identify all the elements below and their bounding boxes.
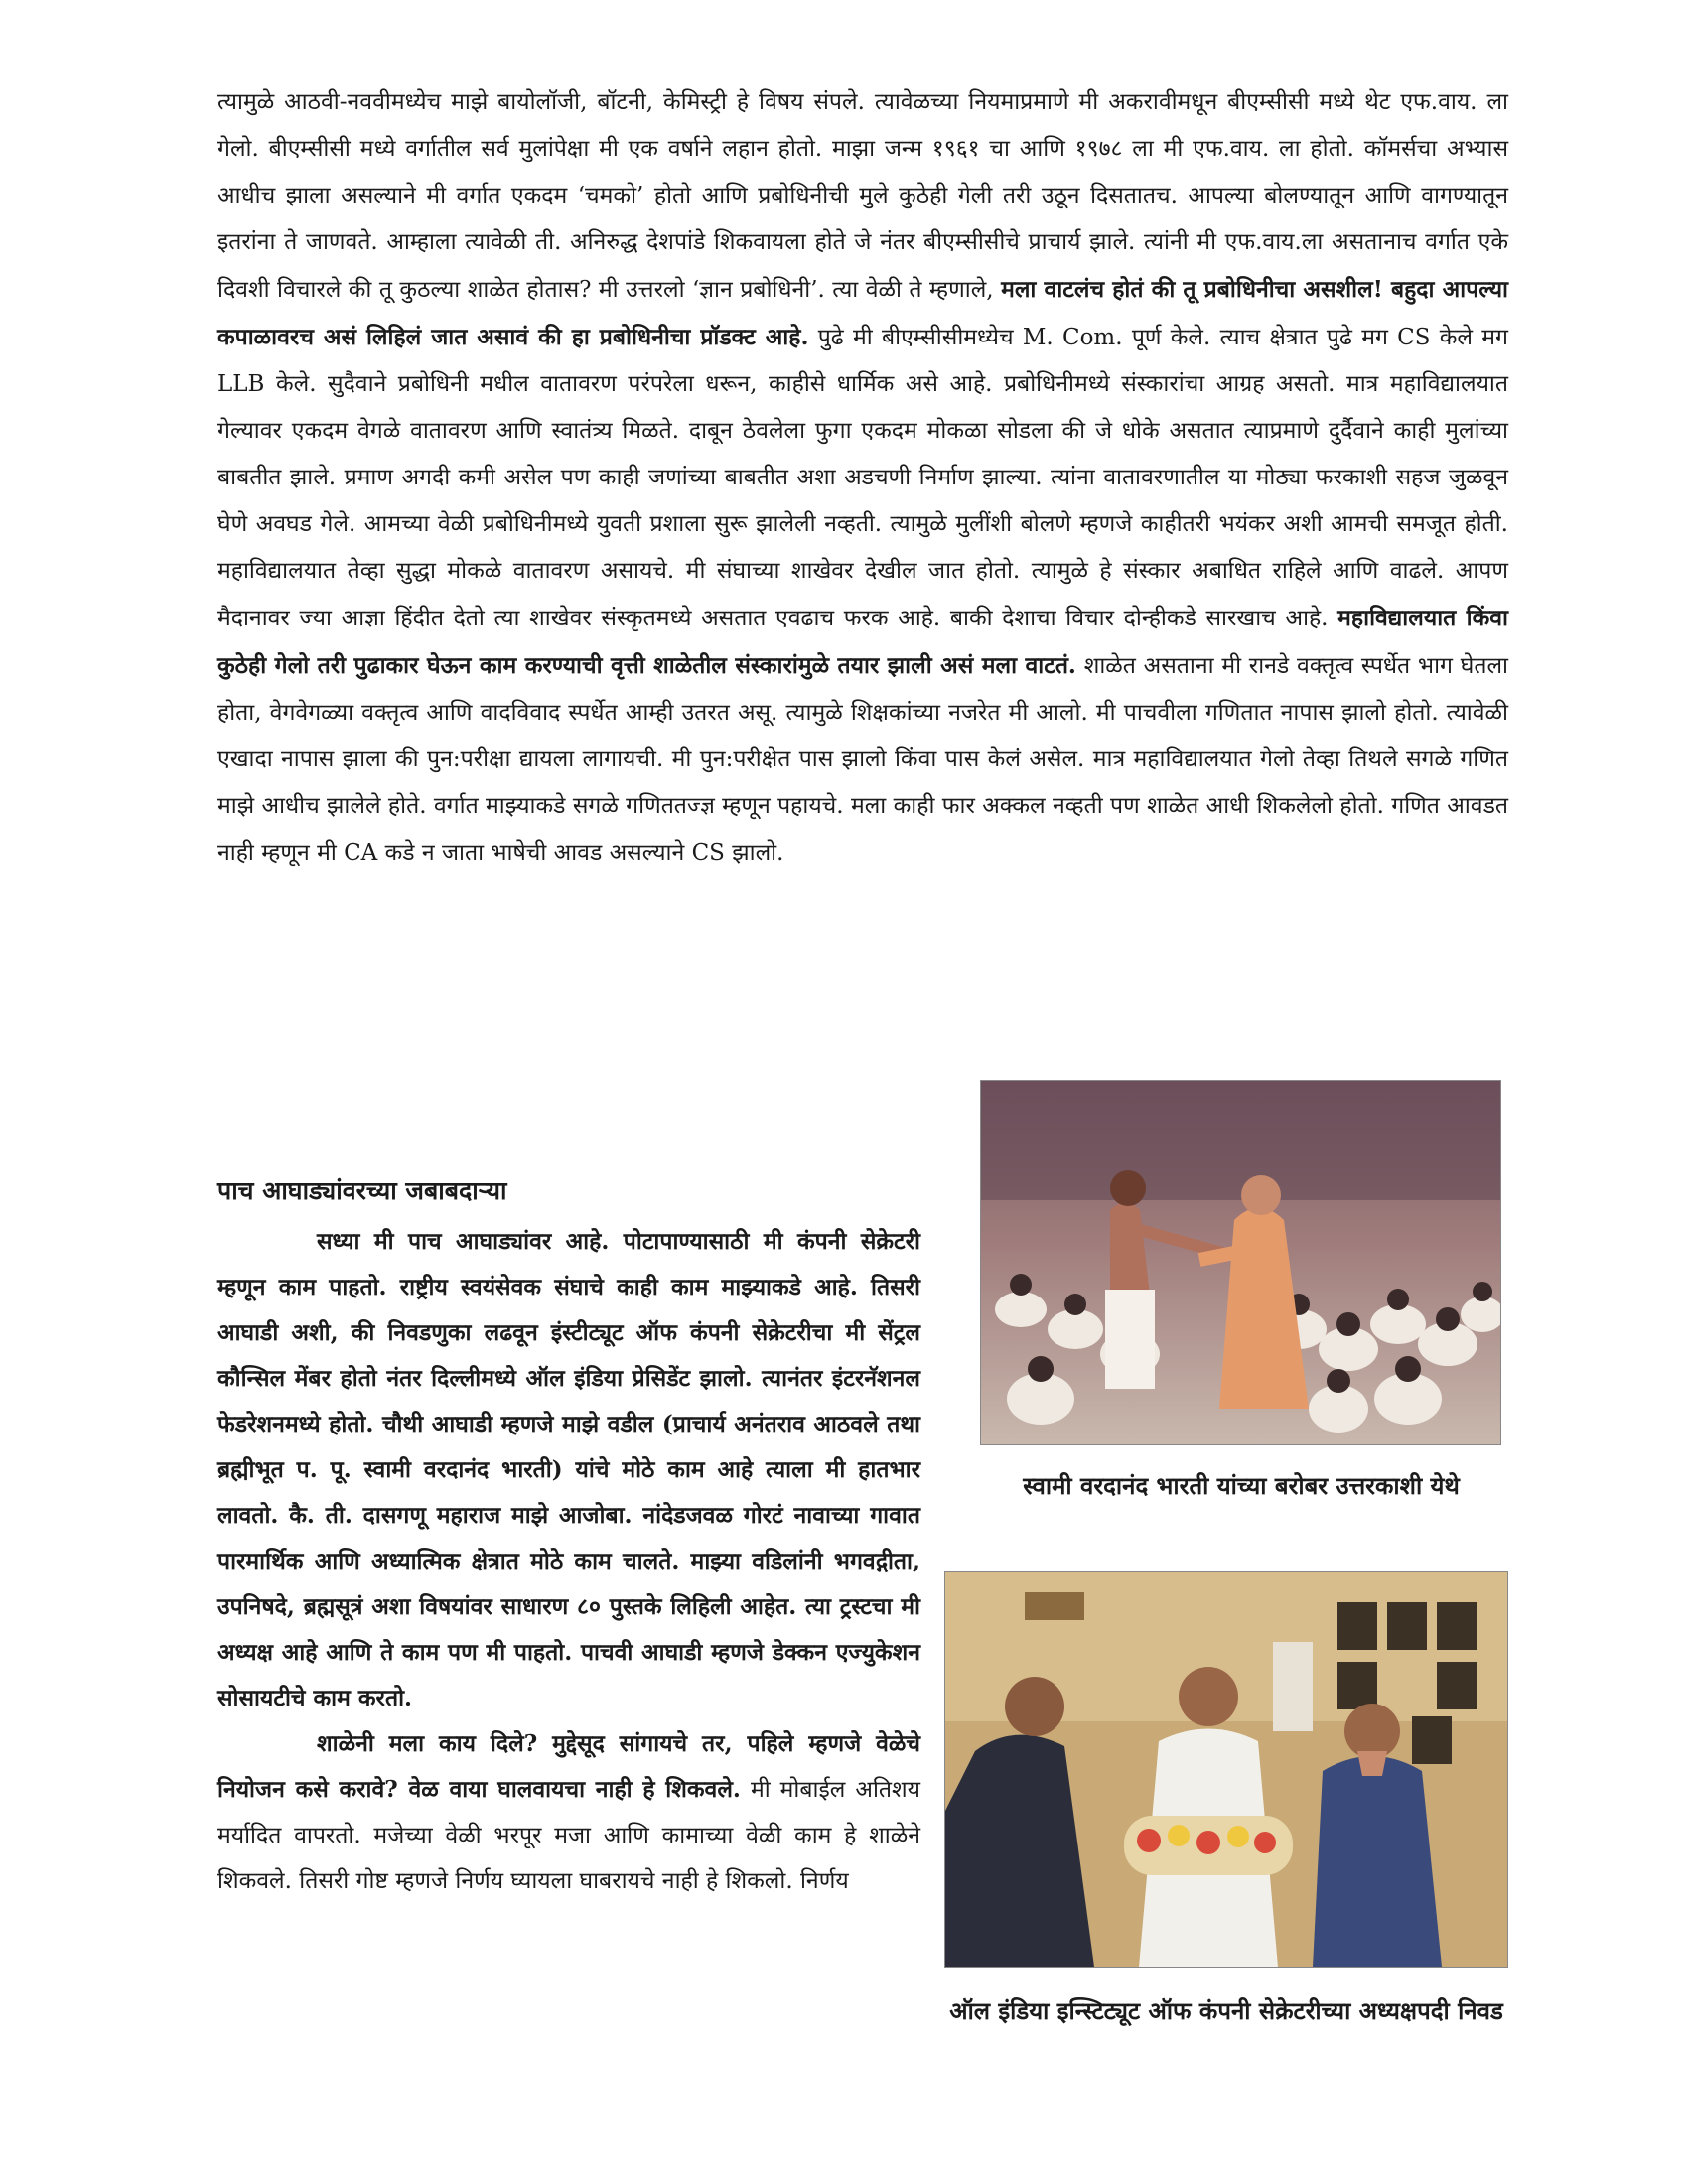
section-body bbox=[217, 1219, 920, 1904]
photo-uttarkashi bbox=[980, 1080, 1501, 1445]
intro-text-3: शाळेत असताना मी रानडे वक्तृत्व स्पर्धेत भाग घेतला होता, वेगवेगळ्या वक्तृत्व आणि वादविवाद स्पर्धेत आम्ही उतरत असू. त्यामुळे शिक्षकांच्या नजरेत मी आलो. मी पाचवीला गणितात नापास झालो होतो. त्यावेळी एखादा नापास झाला की पुन:परीक्षा द्यायला लागायची. मी पुन:परीक्षेत पास झालो किंवा पास केलं असेल. मात्र महाविद्यालयात गेलो तेव्हा तिथले सगळे गणित माझे आधीच झालेले होते. वर्गात माझ्याकडे सगळे गणिततज्ज्ञ म्हणून पहायचे. मला काही फार अक्कल नव्हती पण शाळेत आधी शिकलेलो होतो. गणित आवडत नाही म्हणून मी CA कडे न जाता भाषेची आवड असल्याने CS झालो. bbox=[217, 653, 1508, 866]
photo-uttarkashi-caption: स्वामी वरदानंद भारती यांच्या बरोबर उत्तरकाशी येथे bbox=[1023, 1471, 1460, 1500]
section-question: शाळेनी मला काय दिले? bbox=[317, 1730, 553, 1757]
section-answer-rest: मी मोबाईल अतिशय मर्यादित वापरतो. मजेच्या वेळी भरपूर मजा आणि कामाच्या वेळी काम हे शाळेने शिकवले. तिसरी गोष्ट म्हणजे निर्णय घ्यायला घाबरायचे नाही हे शिकलो. निर्णय bbox=[217, 1777, 920, 1894]
intro-paragraph bbox=[217, 79, 1508, 877]
section-paragraph-2 bbox=[217, 1721, 920, 1904]
photo-uttarkashi-image bbox=[981, 1081, 1500, 1444]
intro-text-2: पुढे मी बीएम्सीसीमध्येच M. Com. पूर्ण केले. त्याच क्षेत्रात पुढे मग CS केले मग LLB केले. सुदैवाने प्रबोधिनी मधील वातावरण परंपरेला धरून, काहीसे धार्मिक असे आहे. प्रबोधिनीमध्ये संस्कारांचा आग्रह असतो. मात्र महाविद्यालयात गेल्यावर एकदम वेगळे वातावरण आणि स्वातंत्र्य मिळते. दाबून ठेवलेला फुगा एकदम मोकळा सोडला की जे धोके असतात त्याप्रमाणे दुर्दैवाने काही मुलांच्या बाबतीत झाले. प्रमाण अगदी कमी असेल पण काही जणांच्या बाबतीत अशा अडचणी निर्माण झाल्या. त्यांना वातावरणातील या मोठ्या फरकाशी सहज जुळवून घेणे अवघड गेले. आमच्या वेळी प्रबोधिनीमध्ये युवती प्रशाला सुरू झालेली नव्हती. त्यामुळे मुलींशी बोलणे म्हणजे काहीतरी भयंकर अशी आमची समजूत होती. महाविद्यालयात तेव्हा सुद्धा मोकळे वातावरण असायचे. मी संघाच्या शाखेवर देखील जात होतो. त्यामुळे हे संस्कार अबाधित राहिले आणि वाढले. आपण मैदानावर ज्या आज्ञा हिंदीत देतो त्या शाखेवर संस्कृतमध्ये असतात एवढाच फरक आहे. बाकी देशाचा विचार दोन्हीकडे सारखाच आहे. bbox=[217, 325, 1508, 631]
section-heading: पाच आघाड्यांवरच्या जबाबदाऱ्या bbox=[217, 1176, 507, 1205]
intro-text-1: त्यामुळे आठवी-नववीमध्येच माझे बायोलॉजी, बॉटनी, केमिस्ट्री हे विषय संपले. त्यावेळच्या नियमाप्रमाणे मी अकरावीमधून बीएम्सीसी मध्ये थेट एफ.वाय. ला गेलो. बीएम्सीसी मध्ये वर्गातील सर्व मुलांपेक्षा मी एक वर्षाने लहान होतो. माझा जन्म १९६१ चा आणि १९७८ ला मी एफ.वाय. ला होतो. कॉमर्सचा अभ्यास आधीच झाला असल्याने मी वर्गात एकदम ‘चमको’ होतो आणि प्रबोधिनीची मुले कुठेही गेली तरी उठून दिसतातच. आपल्या बोलण्यातून आणि वागण्यातून इतरांना ते जाणवते. आम्हाला त्यावेळी ती. अनिरुद्ध देशपांडे शिकवायला होते जे नंतर बीएम्सीसीचे प्राचार्य झाले. त्यांनी मी एफ.वाय.ला असतानाच वर्गात एके दिवशी विचारले की तू कुठल्या शाळेत होतास? मी उत्तरलो ‘ज्ञान प्रबोधिनी’. त्या वेळी ते म्हणाले, bbox=[217, 89, 1508, 303]
section-paragraph-1: सध्या मी पाच आघाड्यांवर आहे. पोटापाण्यासाठी मी कंपनी सेक्रेटरी म्हणून काम पाहतो. राष्ट्रीय स्वयंसेवक संघाचे काही काम माझ्याकडे आहे. तिसरी आघाडी अशी, की निवडणुका लढवून इंस्टीट्यूट ऑफ कंपनी सेक्रेटरीचा मी सेंट्रल कौन्सिल मेंबर होतो नंतर दिल्लीमध्ये ऑल इंडिया प्रेसिडेंट झालो. त्यानंतर इंटरनॅशनल फेडरेशनमध्ये होतो. चौथी आघाडी म्हणजे माझे वडील (प्राचार्य अनंतराव आठवले तथा ब्रह्मीभूत प. पू. स्वामी वरदानंद भारती) यांचे मोठे काम आहे त्याला मी हातभार लावतो. कै. ती. दासगणू महाराज माझे आजोबा. नांदेडजवळ गोरटं नावाच्या गावात पारमार्थिक आणि अध्यात्मिक क्षेत्रात मोठे काम चालते. माझ्या वडिलांनी भगवद्गीता, उपनिषदे, ब्रह्मसूत्रं अशा विषयांवर साधारण ८० पुस्तके लिहिली आहेत. त्या ट्रस्टचा मी अध्यक्ष आहे आणि ते काम पण मी पाहतो. पाचवी आघाडी म्हणजे डेक्कन एज्युकेशन सोसायटीचे काम करतो. bbox=[217, 1228, 920, 1711]
intro-bold-statement: महाविद्यालयात किंवा कुठेही गेलो तरी पुढाकार घेऊन काम करण्याची वृत्ती शाळेतील संस्कारांमुळे तयार झाली असं मला वाटतं. bbox=[217, 605, 1508, 679]
section-answer-bold: मुद्देसूद सांगायचे तर, पहिले म्हणजे वेळेचे नियोजन कसे करावे? वेळ वाया घालवायचा नाही हे शिकवले. bbox=[217, 1730, 920, 1803]
photo-president-election bbox=[944, 1571, 1508, 1968]
photo-president-election-caption: ऑल इंडिया इन्स्टिट्यूट ऑफ कंपनी सेक्रेटरीच्या अध्यक्षपदी निवड bbox=[949, 1996, 1503, 2025]
intro-quote-bold: मला वाटलंच होतं की तू प्रबोधिनीचा असशील! बहुदा आपल्या कपाळावरच असं लिहिलं जात असावं की हा प्रबोधिनीचा प्रॉडक्ट आहे. bbox=[217, 276, 1508, 350]
photo-president-election-image bbox=[945, 1572, 1507, 1967]
